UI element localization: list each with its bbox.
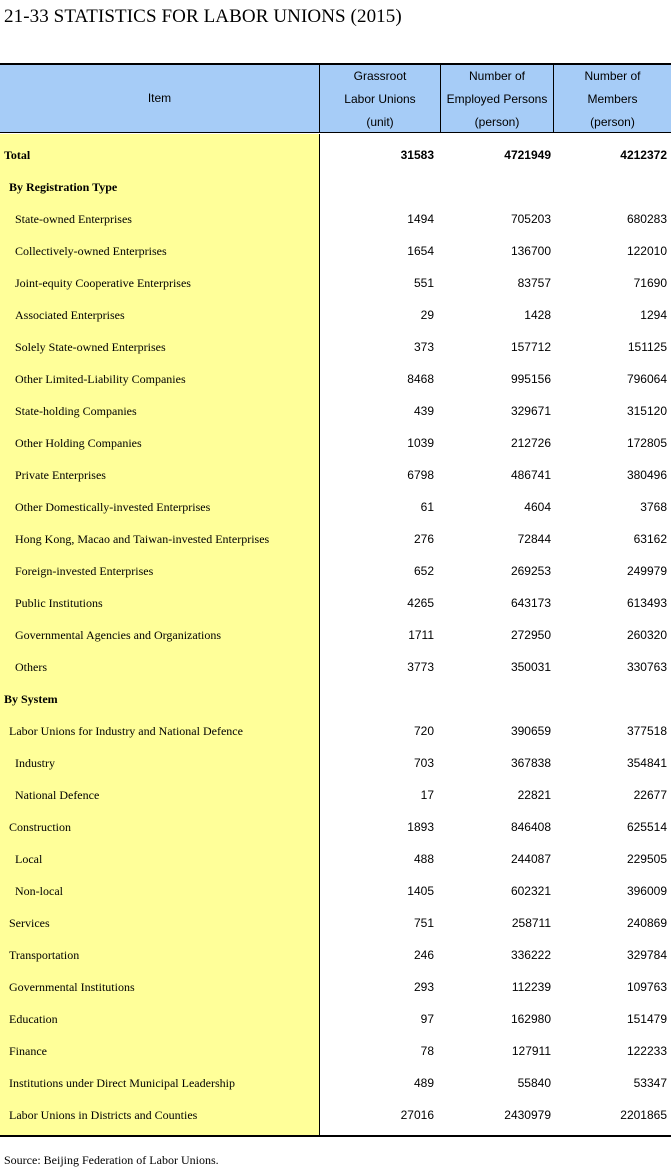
grassroot-labor-unions-cell: 3773 (407, 660, 434, 674)
header-employed-persons (441, 65, 554, 133)
header-members-line1: Number of (584, 69, 641, 83)
table-row (0, 939, 671, 971)
employed-persons-cell: 83757 (517, 276, 551, 290)
table-row (0, 619, 671, 651)
grassroot-labor-unions-cell: 652 (413, 564, 434, 578)
members-cell: 3768 (640, 500, 667, 514)
grassroot-labor-unions-cell: 78 (420, 1044, 434, 1058)
grassroot-labor-unions-cell: 373 (413, 340, 434, 354)
grassroot-labor-unions-cell: 4265 (407, 596, 434, 610)
employed-persons-cell: 486741 (510, 468, 551, 482)
header-members-line2: Members (587, 92, 638, 106)
row-label: By Registration Type (9, 180, 118, 194)
header-unions-unit: (unit) (366, 115, 394, 129)
members-cell: 613493 (626, 596, 667, 610)
row-label: Finance (9, 1044, 47, 1058)
table-row (0, 491, 671, 523)
table-row (0, 331, 671, 363)
table-row (0, 395, 671, 427)
table-row (0, 683, 671, 715)
employed-persons-cell: 127911 (511, 1044, 551, 1058)
row-label: Other Domestically-invested Enterprises (15, 500, 211, 514)
table-row (0, 971, 671, 1003)
table-row (0, 1003, 671, 1035)
members-cell: 329784 (626, 948, 667, 962)
grassroot-labor-unions-cell: 489 (413, 1076, 434, 1090)
row-label: Private Enterprises (15, 468, 106, 482)
row-label: Services (9, 916, 50, 930)
row-label: Governmental Agencies and Organizations (15, 628, 222, 642)
employed-persons-cell: 157712 (510, 340, 551, 354)
row-label: Governmental Institutions (9, 980, 135, 994)
grassroot-labor-unions-cell: 8468 (407, 372, 434, 386)
table-row (0, 523, 671, 555)
row-label: Joint-equity Cooperative Enterprises (15, 276, 191, 290)
employed-persons-cell: 112239 (511, 980, 551, 994)
employed-persons-cell: 1428 (524, 308, 551, 322)
members-cell: 2201865 (620, 1108, 667, 1122)
row-label: Construction (9, 820, 71, 834)
source-note: Source: Beijing Federation of Labor Unions. (4, 1153, 219, 1167)
employed-persons-cell: 272950 (510, 628, 551, 642)
grassroot-labor-unions-cell: 1893 (407, 820, 434, 834)
row-label: Foreign-invested Enterprises (15, 564, 154, 578)
table-body (0, 139, 671, 1131)
employed-persons-cell: 602321 (510, 884, 551, 898)
members-cell: 315120 (626, 404, 667, 418)
employed-persons-cell: 72844 (517, 532, 551, 546)
table-row (0, 459, 671, 491)
grassroot-labor-unions-cell: 551 (413, 276, 434, 290)
members-cell: 625514 (626, 820, 667, 834)
table-row (0, 779, 671, 811)
employed-persons-cell: 329671 (510, 404, 551, 418)
table-row (0, 811, 671, 843)
table-row (0, 747, 671, 779)
employed-persons-cell: 136700 (510, 244, 551, 258)
row-label: Collectively-owned Enterprises (15, 244, 167, 258)
employed-persons-cell: 212726 (510, 436, 551, 450)
employed-persons-cell: 4721949 (504, 148, 551, 162)
members-cell: 151125 (627, 340, 667, 354)
grassroot-labor-unions-cell: 751 (413, 916, 434, 930)
header-unions-line1: Grassroot (353, 69, 407, 83)
row-label: By System (4, 692, 58, 706)
employed-persons-cell: 350031 (510, 660, 551, 674)
members-cell: 63162 (633, 532, 667, 546)
header-employed-unit: (person) (474, 115, 520, 129)
members-cell: 396009 (626, 884, 667, 898)
grassroot-labor-unions-cell: 29 (420, 308, 434, 322)
row-label: Transportation (9, 948, 80, 962)
employed-persons-cell: 336222 (510, 948, 551, 962)
row-label: Labor Unions for Industry and National Defence (9, 724, 243, 738)
grassroot-labor-unions-cell: 703 (413, 756, 434, 770)
page-title: 21-33 STATISTICS FOR LABOR UNIONS (2015) (4, 6, 402, 27)
members-cell: 1294 (640, 308, 667, 322)
members-cell: 330763 (626, 660, 667, 674)
members-cell: 680283 (626, 212, 667, 226)
header-employed-line2: Employed Persons (446, 92, 548, 106)
row-label: Institutions under Direct Municipal Leadership (9, 1076, 235, 1090)
grassroot-labor-unions-cell: 1711 (408, 628, 434, 642)
grassroot-labor-unions-cell: 97 (420, 1012, 434, 1026)
row-label: Education (9, 1012, 58, 1026)
header-item (0, 65, 320, 133)
grassroot-labor-unions-cell: 1405 (407, 884, 434, 898)
members-cell: 377518 (626, 724, 667, 738)
table-row (0, 1035, 671, 1067)
row-label: Local (15, 852, 43, 866)
members-cell: 53347 (633, 1076, 667, 1090)
grassroot-labor-unions-cell: 17 (420, 788, 434, 802)
employed-persons-cell: 22821 (517, 788, 551, 802)
employed-persons-cell: 244087 (510, 852, 551, 866)
table-row (0, 299, 671, 331)
header-members-unit: (person) (590, 115, 635, 129)
employed-persons-cell: 846408 (510, 820, 551, 834)
grassroot-labor-unions-cell: 1654 (407, 244, 434, 258)
grassroot-labor-unions-cell: 61 (420, 500, 434, 514)
row-label: Total (4, 148, 31, 162)
employed-persons-cell: 258711 (511, 916, 551, 930)
members-cell: 240869 (626, 916, 667, 930)
members-cell: 380496 (626, 468, 667, 482)
employed-persons-cell: 643173 (510, 596, 551, 610)
grassroot-labor-unions-cell: 488 (413, 852, 434, 866)
row-label: Other Limited-Liability Companies (15, 372, 186, 386)
table-row (0, 139, 671, 171)
employed-persons-cell: 367838 (510, 756, 551, 770)
employed-persons-cell: 162980 (510, 1012, 551, 1026)
table-bottom-rule (0, 1135, 671, 1137)
members-cell: 71690 (633, 276, 667, 290)
grassroot-labor-unions-cell: 1039 (407, 436, 434, 450)
table-row (0, 843, 671, 875)
members-cell: 229505 (626, 852, 667, 866)
employed-persons-cell: 269253 (510, 564, 551, 578)
employed-persons-cell: 705203 (510, 212, 551, 226)
members-cell: 122010 (626, 244, 667, 258)
grassroot-labor-unions-cell: 31583 (400, 148, 434, 162)
table-row (0, 427, 671, 459)
row-label: Labor Unions in Districts and Counties (9, 1108, 198, 1122)
table-row (0, 1067, 671, 1099)
members-cell: 260320 (626, 628, 667, 642)
grassroot-labor-unions-cell: 246 (413, 948, 434, 962)
table-row (0, 171, 671, 203)
row-label: Public Institutions (15, 596, 103, 610)
members-cell: 796064 (626, 372, 667, 386)
header-item-label: Item (147, 91, 172, 105)
employed-persons-cell: 55840 (517, 1076, 551, 1090)
grassroot-labor-unions-cell: 276 (413, 532, 434, 546)
employed-persons-cell: 4604 (524, 500, 551, 514)
row-label: Non-local (15, 884, 63, 898)
row-label: Associated Enterprises (15, 308, 125, 322)
grassroot-labor-unions-cell: 1494 (407, 212, 434, 226)
table-row (0, 715, 671, 747)
table-row (0, 267, 671, 299)
grassroot-labor-unions-cell: 720 (413, 724, 434, 738)
table-row (0, 587, 671, 619)
table-row (0, 1099, 671, 1131)
row-label: Industry (15, 756, 55, 770)
grassroot-labor-unions-cell: 27016 (400, 1108, 434, 1122)
grassroot-labor-unions-cell: 6798 (407, 468, 434, 482)
grassroot-labor-unions-cell: 439 (413, 404, 434, 418)
members-cell: 22677 (633, 788, 667, 802)
employed-persons-cell: 995156 (510, 372, 551, 386)
grassroot-labor-unions-cell: 293 (413, 980, 434, 994)
row-label: Others (15, 660, 47, 674)
table-row (0, 235, 671, 267)
header-employed-line1: Number of (468, 69, 526, 83)
members-cell: 109763 (626, 980, 667, 994)
employed-persons-cell: 390659 (510, 724, 551, 738)
header-members (554, 65, 671, 133)
header-grassroot-labor-unions (320, 65, 441, 133)
row-label: Hong Kong, Macao and Taiwan-invested Enterprises (15, 532, 270, 546)
table-row (0, 875, 671, 907)
table-row (0, 555, 671, 587)
row-label: National Defence (15, 788, 100, 802)
row-label: Other Holding Companies (15, 436, 142, 450)
header-unions-line2: Labor Unions (344, 92, 416, 106)
members-cell: 122233 (626, 1044, 667, 1058)
row-label: State-owned Enterprises (15, 212, 132, 226)
table-row (0, 363, 671, 395)
members-cell: 151479 (626, 1012, 667, 1026)
members-cell: 354841 (626, 756, 667, 770)
employed-persons-cell: 2430979 (504, 1108, 551, 1122)
row-label: State-holding Companies (15, 404, 137, 418)
table-row (0, 907, 671, 939)
row-label: Solely State-owned Enterprises (15, 340, 166, 354)
members-cell: 249979 (626, 564, 667, 578)
members-cell: 172805 (626, 436, 667, 450)
table-row (0, 203, 671, 235)
table-row (0, 651, 671, 683)
members-cell: 4212372 (620, 148, 667, 162)
